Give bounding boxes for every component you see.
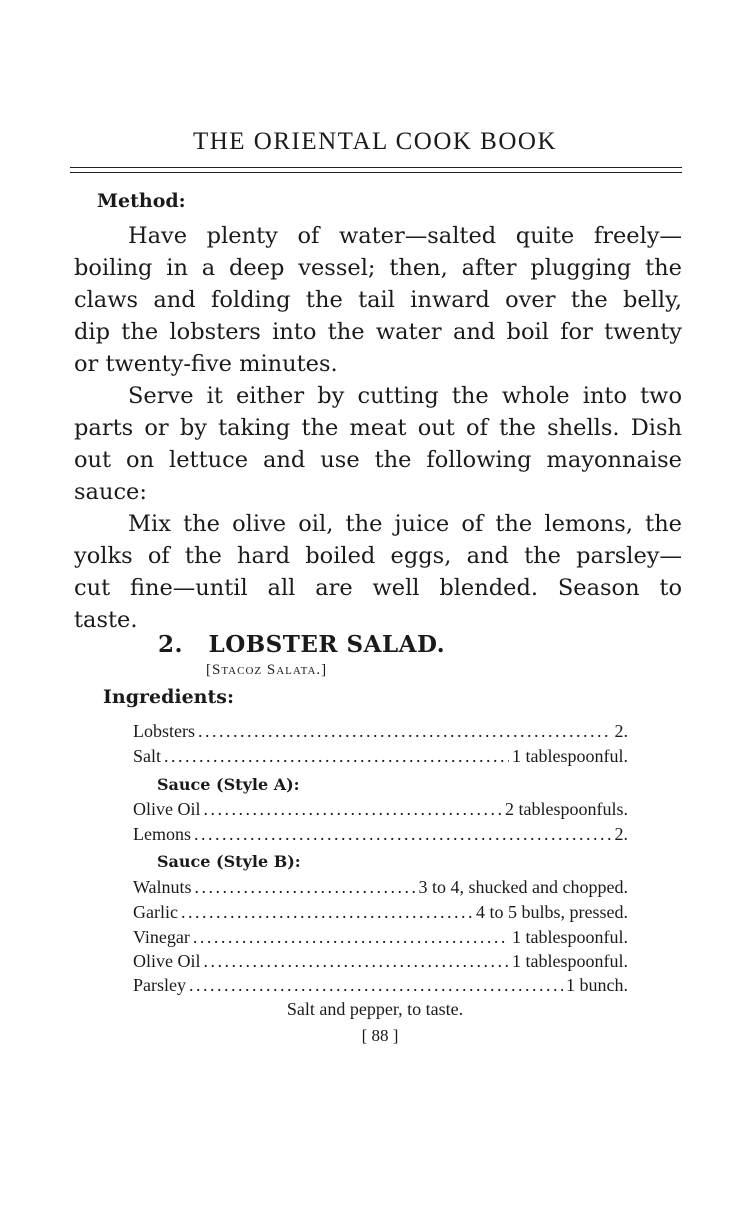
text-line: out on lettuce and use the following mayonnaise bbox=[74, 447, 682, 473]
page-number: [ 88 ] bbox=[361, 1026, 399, 1045]
leader-dots bbox=[198, 721, 612, 742]
header-rule-bottom bbox=[70, 172, 682, 173]
leader-dots bbox=[181, 902, 473, 923]
leader-dots bbox=[204, 799, 503, 820]
sauce-a-label: Sauce (Style A): bbox=[157, 775, 300, 794]
ingredient-qty: 2 tablespoonfuls. bbox=[505, 799, 628, 819]
method-paragraph-1 bbox=[74, 220, 682, 380]
ingredient-row bbox=[133, 799, 628, 820]
text-line: Have plenty of water—salted quite freely— bbox=[128, 223, 682, 249]
leader-dots bbox=[194, 824, 612, 845]
ingredient-qty: 2. bbox=[614, 721, 628, 741]
ingredient-name: Parsley bbox=[133, 975, 186, 995]
running-header: THE ORIENTAL COOK BOOK bbox=[192, 128, 558, 155]
ingredient-name: Walnuts bbox=[133, 877, 192, 897]
ingredient-qty: 2. bbox=[614, 824, 628, 844]
ingredient-qty: 1 tablespoonful. bbox=[512, 746, 628, 766]
text-line: yolks of the hard boiled eggs, and the parsley— bbox=[74, 543, 682, 569]
ingredient-row bbox=[133, 951, 628, 972]
text-line: Serve it either by cutting the whole into two bbox=[128, 383, 682, 409]
ingredient-qty: 4 to 5 bulbs, pressed. bbox=[476, 902, 628, 922]
ingredient-row bbox=[133, 975, 628, 996]
leader-dots bbox=[195, 877, 416, 898]
text-line: or twenty-five minutes. bbox=[74, 351, 338, 377]
text-line: Mix the olive oil, the juice of the lemons, the bbox=[128, 511, 682, 537]
method-label: Method: bbox=[97, 190, 186, 212]
ingredient-qty: 1 tablespoonful. bbox=[512, 927, 628, 947]
ingredient-row bbox=[133, 877, 628, 898]
ingredient-name: Lobsters bbox=[133, 721, 195, 741]
leader-dots bbox=[164, 746, 509, 767]
ingredient-qty: 1 bunch. bbox=[566, 975, 628, 995]
closing-line: Salt and pepper, to taste. bbox=[286, 999, 464, 1019]
ingredient-name: Salt bbox=[133, 746, 162, 766]
text-line: cut fine—until all are well blended. Season to bbox=[74, 575, 682, 601]
ingredient-name: Lemons bbox=[133, 824, 191, 844]
ingredient-row bbox=[133, 902, 628, 923]
ingredients-label: Ingredients: bbox=[103, 686, 234, 708]
leader-dots bbox=[193, 927, 509, 948]
leader-dots bbox=[189, 975, 563, 996]
ingredient-name: Vinegar bbox=[133, 927, 190, 947]
leader-dots bbox=[204, 951, 510, 972]
header-rule-top bbox=[70, 167, 682, 168]
ingredient-qty: 3 to 4, shucked and chopped. bbox=[418, 877, 628, 897]
ingredient-name: Olive Oil bbox=[133, 951, 201, 971]
ingredient-row bbox=[133, 746, 628, 767]
text-line: dip the lobsters into the water and boil for twenty bbox=[74, 319, 682, 345]
text-line: sauce: bbox=[74, 479, 147, 505]
text-line: claws and folding the tail inward over the belly, bbox=[74, 287, 682, 313]
method-paragraph-3 bbox=[74, 508, 682, 636]
ingredient-qty: 1 tablespoonful. bbox=[512, 951, 628, 971]
ingredient-row bbox=[133, 824, 628, 845]
recipe-subtitle: [Stacoz Salata.] bbox=[206, 662, 328, 678]
method-paragraph-2 bbox=[74, 380, 682, 508]
ingredient-name: Garlic bbox=[133, 902, 178, 922]
ingredient-row bbox=[133, 927, 628, 948]
sauce-b-label: Sauce (Style B): bbox=[157, 852, 301, 871]
recipe-title: 2. LOBSTER SALAD. bbox=[158, 631, 446, 658]
text-line: parts or by taking the meat out of the shells. Dish bbox=[74, 415, 682, 441]
ingredient-name: Olive Oil bbox=[133, 799, 201, 819]
text-line: boiling in a deep vessel; then, after plugging the bbox=[74, 255, 682, 281]
text-line: taste. bbox=[74, 607, 138, 633]
ingredient-row bbox=[133, 721, 628, 742]
